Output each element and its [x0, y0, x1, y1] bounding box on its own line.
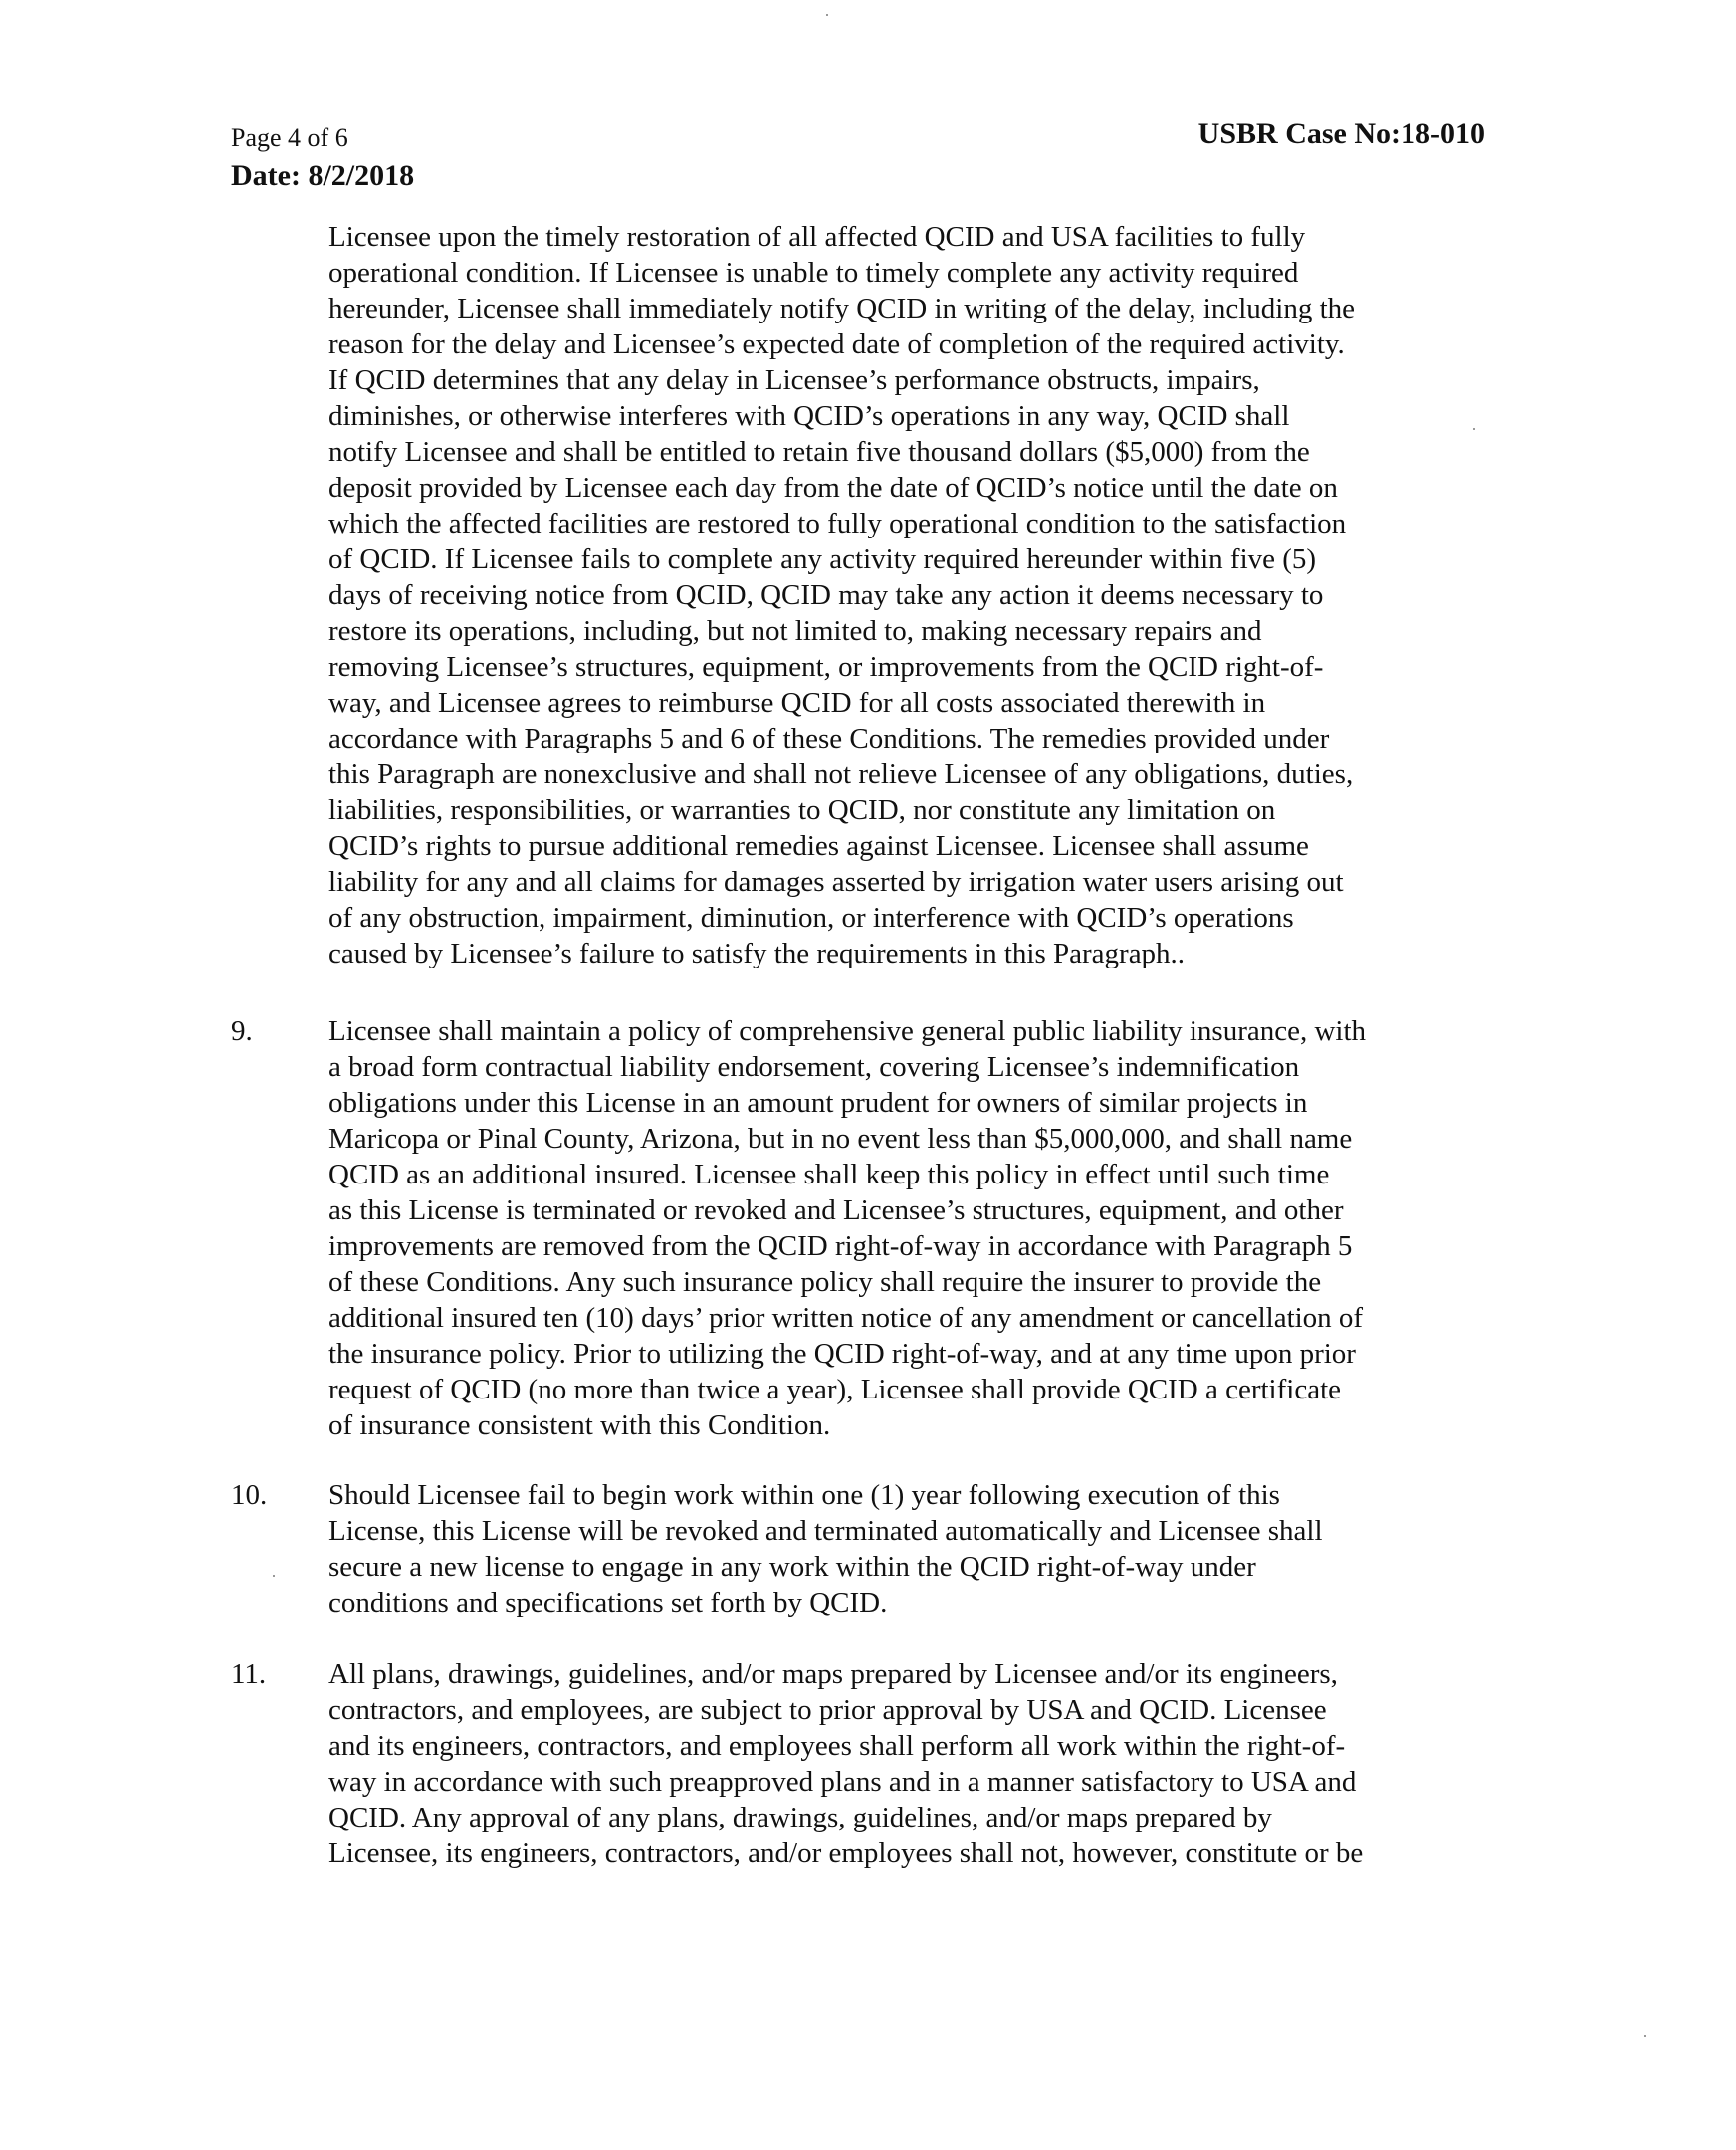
- text-line: of these Conditions. Any such insurance policy shall require the insurer to provide the: [328, 1266, 1322, 1298]
- text-line: restore its operations, including, but not limited to, making necessary repairs and: [328, 615, 1262, 647]
- text-line: conditions and specifications set forth by QCID.: [328, 1587, 888, 1618]
- text-line: accordance with Paragraphs 5 and 6 of these Conditions. The remedies provided under: [328, 723, 1330, 754]
- scan-speck: [1473, 428, 1475, 430]
- text-line: operational condition. If Licensee is unable to timely complete any activity required: [328, 257, 1299, 289]
- text-line: of any obstruction, impairment, diminution, or interference with QCID’s operations: [328, 902, 1294, 934]
- text-line: contractors, and employees, are subject to prior approval by USA and QCID. Licensee: [328, 1694, 1327, 1726]
- paragraph-text: [328, 1477, 1487, 1620]
- text-line: diminishes, or otherwise interferes with QCID’s operations in any way, QCID shall: [328, 400, 1290, 432]
- text-line: removing Licensee’s structures, equipment, or improvements from the QCID right-of-: [328, 651, 1324, 683]
- text-line: days of receiving notice from QCID, QCID may take any action it deems necessary to: [328, 579, 1324, 611]
- text-line: the insurance policy. Prior to utilizing the QCID right-of-way, and at any time upon prior: [328, 1338, 1356, 1370]
- text-line: QCID’s rights to pursue additional remedies against Licensee. Licensee shall assume: [328, 830, 1309, 862]
- text-line: liability for any and all claims for damages asserted by irrigation water users arising out: [328, 866, 1344, 898]
- text-line: as this License is terminated or revoked and Licensee’s structures, equipment, and other: [328, 1194, 1344, 1226]
- page-header-left: [231, 119, 414, 195]
- text-line: License, this License will be revoked and terminated automatically and Licensee shall: [328, 1515, 1323, 1547]
- scan-speck: [1644, 2035, 1646, 2037]
- text-line: If QCID determines that any delay in Licensee’s performance obstructs, impairs,: [328, 364, 1260, 396]
- text-line: obligations under this License in an amount prudent for owners of similar projects in: [328, 1087, 1308, 1119]
- continued-paragraph: [328, 219, 1485, 971]
- text-line: a broad form contractual liability endorsement, covering Licensee’s indemnification: [328, 1051, 1300, 1083]
- document-date: Date: 8/2/2018: [231, 159, 415, 192]
- scan-speck: [826, 14, 828, 16]
- text-line: of insurance consistent with this Condition.: [328, 1409, 831, 1441]
- paragraph-number: 10.: [231, 1479, 268, 1511]
- text-line: Licensee upon the timely restoration of all affected QCID and USA facilities to fully: [328, 221, 1306, 253]
- text-line: request of QCID (no more than twice a year), Licensee shall provide QCID a certificate: [328, 1374, 1341, 1405]
- paragraph-number: 9.: [231, 1015, 253, 1047]
- paragraph-number: 11.: [231, 1658, 267, 1690]
- text-line: Licensee shall maintain a policy of comprehensive general public liability insurance, with: [328, 1015, 1367, 1047]
- text-line: Licensee, its engineers, contractors, and/or employees shall not, however, constitute or be: [328, 1837, 1364, 1869]
- text-line: this Paragraph are nonexclusive and shall not relieve Licensee of any obligations, duties,: [328, 758, 1354, 790]
- text-line: Maricopa or Pinal County, Arizona, but in no event less than $5,000,000, and shall name: [328, 1123, 1353, 1155]
- case-number: USBR Case No:18-010: [1197, 117, 1485, 150]
- text-line: Should Licensee fail to begin work within one (1) year following execution of this: [328, 1479, 1280, 1511]
- scan-speck: [273, 1575, 275, 1577]
- text-line: liabilities, responsibilities, or warranties to QCID, nor constitute any limitation on: [328, 794, 1276, 826]
- page-number: Page 4 of 6: [231, 123, 348, 152]
- text-line: additional insured ten (10) days’ prior written notice of any amendment or cancellation of: [328, 1302, 1364, 1334]
- text-line: All plans, drawings, guidelines, and/or maps prepared by Licensee and/or its engineers,: [328, 1658, 1338, 1690]
- text-line: secure a new license to engage in any work within the QCID right-of-way under: [328, 1551, 1256, 1583]
- text-line: notify Licensee and shall be entitled to retain five thousand dollars ($5,000) from the: [328, 436, 1310, 468]
- text-line: of QCID. If Licensee fails to complete any activity required hereunder within five (5): [328, 543, 1317, 575]
- text-line: which the affected facilities are restored to fully operational condition to the satisfaction: [328, 508, 1347, 539]
- text-line: hereunder, Licensee shall immediately notify QCID in writing of the delay, including the: [328, 293, 1356, 324]
- text-line: improvements are removed from the QCID right-of-way in accordance with Paragraph 5: [328, 1230, 1353, 1262]
- text-line: way in accordance with such preapproved plans and in a manner satisfactory to USA and: [328, 1766, 1357, 1798]
- text-line: and its engineers, contractors, and employees shall perform all work within the right-of-: [328, 1730, 1346, 1762]
- text-line: QCID as an additional insured. Licensee shall keep this policy in effect until such time: [328, 1159, 1330, 1190]
- paragraph-text: [328, 1013, 1487, 1443]
- text-line: reason for the delay and Licensee’s expected date of completion of the required activity.: [328, 328, 1345, 360]
- text-line: deposit provided by Licensee each day from the date of QCID’s notice until the date on: [328, 472, 1338, 504]
- paragraph-text: [328, 1656, 1487, 1871]
- text-line: way, and Licensee agrees to reimburse QCID for all costs associated therewith in: [328, 687, 1266, 719]
- text-line: QCID. Any approval of any plans, drawings, guidelines, and/or maps prepared by: [328, 1802, 1272, 1833]
- text-line: caused by Licensee’s failure to satisfy the requirements in this Paragraph..: [328, 938, 1186, 969]
